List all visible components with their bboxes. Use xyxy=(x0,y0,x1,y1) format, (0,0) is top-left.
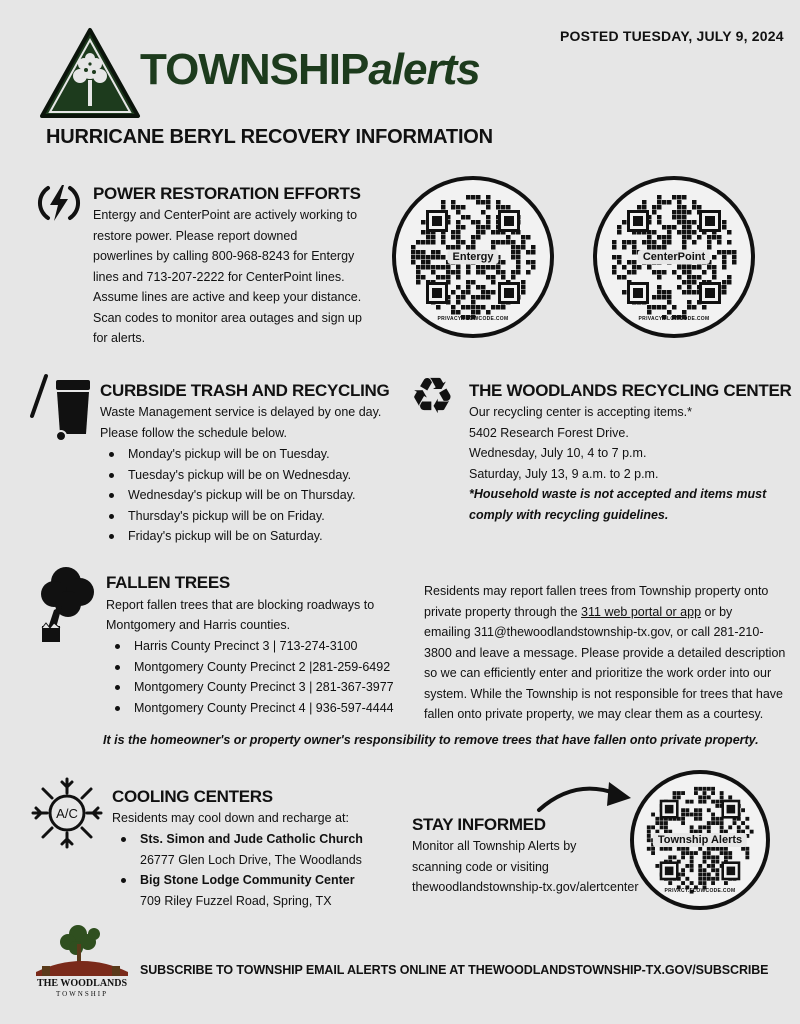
trees-reporting-paragraph xyxy=(424,581,796,725)
woodlands-logo-line1: THE WOODLANDS xyxy=(36,978,128,989)
trees-paragraph-line xyxy=(424,602,796,623)
trees-paragraph-line: system. While the Township is not responsible for trees that have xyxy=(424,686,783,701)
power-line: lines and 713-207-2222 for CenterPoint lines. xyxy=(93,269,345,284)
cooling-center-address: 26777 Glen Loch Drive, The Woodlands xyxy=(140,852,362,867)
township-tree-logo-icon xyxy=(38,26,142,120)
cooling-center-name: Big Stone Lodge Community Center xyxy=(112,870,363,891)
informed-line: scanning code or visiting xyxy=(412,859,549,874)
trees-section-body xyxy=(106,595,374,635)
recycling-note: *Household waste is not accepted and items must xyxy=(469,487,767,501)
trash-line: Please follow the schedule below. xyxy=(100,425,287,440)
township-alerts-logo: TOWNSHIPalerts xyxy=(140,45,480,94)
trees-paragraph-line: emailing 311@thewoodlandstownship-tx.gov, or call 281-210- xyxy=(424,625,764,639)
list-item: Monday's pickup will be on Tuesday. xyxy=(100,444,356,465)
cooling-center-name: Sts. Simon and Jude Catholic Church xyxy=(112,829,363,850)
posted-date: POSTED TUESDAY, JULY 9, 2024 xyxy=(560,28,784,44)
text-fragment: private property through the xyxy=(424,604,582,619)
trees-paragraph-line: fallen onto private property, we may clear them as a courtesy. xyxy=(424,707,764,721)
power-section-body xyxy=(93,205,393,349)
informed-line[interactable]: thewoodlandstownship-tx.gov/alertcenter xyxy=(412,880,639,894)
subscribe-banner[interactable]: SUBSCRIBE TO TOWNSHIP EMAIL ALERTS ONLINE AT THEWOODLANDSTOWNSHIP-TX.GOV/SUBSCRIBE xyxy=(140,963,769,977)
list-item: Montgomery County Precinct 3 | 281-367-3977 xyxy=(106,677,394,698)
qr-label: Entergy xyxy=(448,250,499,264)
recycling-line: Wednesday, July 10, 4 to 7 p.m. xyxy=(469,446,647,460)
responsibility-note: It is the homeowner's or property owner's responsibility to remove trees that have fallen onto private property. xyxy=(103,733,759,747)
trash-section-title: CURBSIDE TRASH AND RECYCLING xyxy=(100,381,390,400)
text-fragment: or by xyxy=(701,604,733,619)
web-portal-link[interactable]: 311 web portal or app xyxy=(581,604,702,619)
list-item: Thursday's pickup will be on Friday. xyxy=(100,506,356,527)
list-item: Montgomery County Precinct 4 | 936-597-4444 xyxy=(106,698,394,719)
recycling-line: Our recycling center is accepting items.* xyxy=(469,405,693,419)
curved-arrow-icon xyxy=(535,780,635,814)
the-woodlands-township-logo-icon xyxy=(30,920,134,1000)
list-item: Montgomery County Precinct 2 |281-259-6492 xyxy=(106,657,394,678)
trees-paragraph-line: 3800 and leave a message. Please provide a detailed description xyxy=(424,645,786,660)
power-line: powerlines by calling 800-968-8243 for Entergy xyxy=(93,249,355,263)
cooling-center-list xyxy=(112,829,363,911)
power-line: for alerts. xyxy=(93,331,146,345)
power-section-title: POWER RESTORATION EFFORTS xyxy=(93,184,361,203)
list-item: Tuesday's pickup will be on Wednesday. xyxy=(100,465,356,486)
fallen-tree-icon xyxy=(36,562,98,646)
qr-label: CenterPoint xyxy=(638,250,710,264)
power-line: Assume lines are active and keep your distance. xyxy=(93,290,362,304)
qr-footer: PRIVACY.FLOWCODE.COM xyxy=(638,316,710,322)
recycling-line: Saturday, July 13, 9 a.m. to 2 p.m. xyxy=(469,466,659,481)
lightning-bolt-icon xyxy=(36,180,82,226)
precinct-contact-list xyxy=(106,636,394,718)
qr-label: Township Alerts xyxy=(653,833,747,847)
recycling-icon: ♻ xyxy=(410,368,455,424)
trees-line: Report fallen trees that are blocking roadways to xyxy=(106,598,375,612)
recycling-note: comply with recycling guidelines. xyxy=(469,507,669,522)
list-item: Friday's pickup will be on Saturday. xyxy=(100,526,356,547)
trash-line: Waste Management service is delayed by one day. xyxy=(100,405,382,419)
recycling-line: 5402 Research Forest Drive. xyxy=(469,425,629,440)
trees-paragraph-line: Residents may report fallen trees from Township property onto xyxy=(424,584,769,598)
informed-line: Monitor all Township Alerts by xyxy=(412,839,577,853)
qr-footer: PRIVACY.FLOWCODE.COM xyxy=(664,888,736,894)
informed-section-title: STAY INFORMED xyxy=(412,815,546,834)
list-item: Harris County Precinct 3 | 713-274-3100 xyxy=(106,636,394,657)
trees-section-title: FALLEN TREES xyxy=(106,573,230,592)
power-line: Entergy and CenterPoint are actively working to xyxy=(93,208,358,222)
page-title: HURRICANE BERYL RECOVERY INFORMATION xyxy=(46,126,493,148)
trash-bin-icon xyxy=(28,372,92,442)
recycling-section-body xyxy=(469,402,766,525)
cooling-center-address: 709 Riley Fuzzel Road, Spring, TX xyxy=(140,893,332,908)
trees-paragraph-line: so we can efficiently enter and prioritize the work order into our xyxy=(424,666,772,680)
recycling-section-title: THE WOODLANDS RECYCLING CENTER xyxy=(469,381,792,400)
township-alerts-qr-code[interactable] xyxy=(630,770,770,910)
pickup-schedule-list xyxy=(100,444,356,547)
woodlands-logo-line2: TOWNSHIP xyxy=(55,990,109,998)
cooling-intro: Residents may cool down and recharge at: xyxy=(112,811,349,825)
ac-icon-text: A/C xyxy=(56,806,78,821)
list-item: Wednesday's pickup will be on Thursday. xyxy=(100,485,356,506)
power-line: Scan codes to monitor area outages and sign up xyxy=(93,310,362,325)
trees-line: Montgomery and Harris counties. xyxy=(106,618,291,632)
cooling-section-title: COOLING CENTERS xyxy=(112,787,273,806)
centerpoint-qr-code[interactable] xyxy=(593,176,755,338)
qr-footer: PRIVACY.FLOWCODE.COM xyxy=(437,316,509,322)
entergy-qr-code[interactable] xyxy=(392,176,554,338)
power-line: restore power. Please report downed xyxy=(93,228,298,243)
informed-section-body xyxy=(412,836,639,898)
trash-section-body xyxy=(100,402,381,443)
ac-snowflake-icon xyxy=(30,776,104,850)
